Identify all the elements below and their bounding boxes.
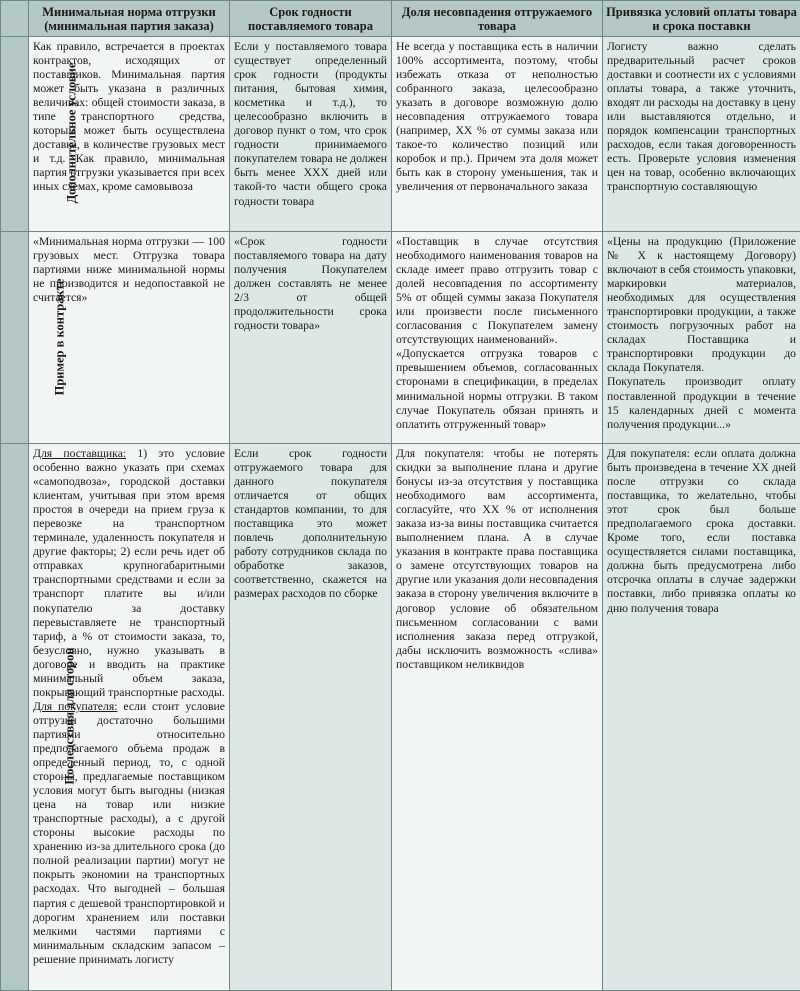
table-cell: Не всегда у поставщика есть в наличии 100% ассортимента, поэтому, чтобы избежать отказа от неполностью собранного заказа, целесообразно указать в договоре возможную долю несовпадения отгружаемого товара (например, ХХ % от суммы заказа или такое-то количество позиций или коробок и пр.). Причем эта доля может быть как в сторону уменьшения, так и увеличения от первоначального заказа [392,37,603,232]
cell-text: если стоит условие отгрузки достаточно большими партиями относительно предполагаемого объема продаж в определенный период, то, с одной стороны, предлагаемые поставщиком условия могут быть выгодны (низкая цена на товар или низкие транспортные расходы), а с другой стороны высокие расходы по хранению из-за длительного срока (до полной реализации партии) могут не покрыть экономии на транспортных расходах. Что выгодней – большая партия с дешевой транспортировкой и дорогим хранением или поставки мелкими частями партиями с минимальным складским запасом – решение принимать логисту [33,699,225,966]
row-header-additional-condition [1,37,79,232]
table-cell: «Минимальная норма отгрузки — 100 грузовых мест. Отгрузка товара партиями ниже минимальной нормы не производится и недопоставкой не считается» [29,232,230,444]
table-cell [29,444,230,991]
table-cell: Для покупателя: чтобы не потерять скидки за выполнение плана и другие бонусы из-за отсутствия у поставщика необходимого вам ассортимента, согласуйте, что ХХ % от исполнения заказа из-за вины поставщика считается выполнением плана. А в случае указания в контракте права поставщика о замене отсутствующих товаров на другие или указания доли несовпадения заказа в сторону увеличения включите в договор условие об обязательном письменном согласовании с вами исполнения заказа перед отгрузкой, дабы исключить возможность «слива» поставщиком неликвидов [392,444,603,991]
table-row [1,37,800,232]
table-row [1,444,800,991]
party-label-supplier: Для поставщика: [33,447,127,460]
column-header-shelf-life: Срок годности поставляемого товара [230,1,392,37]
party-label-buyer: Для покупателя: [33,699,118,713]
table-row [1,232,800,444]
row-header-contract-example [1,232,67,444]
cell-paragraph: «Поставщик в случае отсутствия необходимого наименования товаров на складе имеет право отгрузить товар с долей несовпадения по ассортименту 5% от общей суммы заказа Покупателя или произвести после письменного согласования с Покупателем замену отсутствующих наименований». [396,235,598,347]
header-row [1,1,800,37]
cell-paragraph: Покупатель производит оплату поставленной продукции в течение 15 календарных дней с момента получения продукции...» [607,375,796,431]
table-cell: Если срок годности отгружаемого товара для данного покупателя отличается от общих стандартов компании, то для поставщика это может повлечь дополнительную работу сотрудников склада по обработке заказов, соответственно, скажется на размерах расходов по сборке [230,444,392,991]
table-cell: Если у поставляемого товара существует определенный срок годности (продукты питания, бытовая химия, косметика и т.д.), то целесообразно включить в договор пункт о том, что срок годности принимаемого покупателем товара не должен быть менее ХХХ дней или такой-то части общего срока годности товара [230,37,392,232]
table-cell [603,232,800,444]
table-cell: Логисту важно сделать предварительный расчет сроков доставки и соотнести их с условиями оплаты товара, а также уточнить, входят ли расходы на доставку в цену или выставляются отдельно, и порядок компенсации транспортных расходов, если такая договоренность есть. Проверьте условия изменения цен на товар, особенно включающих транспортную составляющую [603,37,800,232]
row-header-label: Дополнительное условие [64,63,79,204]
column-header-payment-terms: Привязка условий оплаты товара и срока поставки [603,1,800,37]
cell-paragraph: «Допускается отгрузка товаров с превышением объемов, согласованных сторонами в спецификации, в пределах минимальной нормы отгрузки. В таком случае Покупатель обязан принять и оплатить отгруженный товар» [396,347,598,431]
table-cell [392,232,603,444]
row-header-label: Последствия для сторон [62,647,77,786]
cell-text: 1) это условие особенно важно указать при схемах «самоподвоза», городской доставки клиентам, учитывая при этом время простоя в очереди на прием груза к перевозке на транспортном терминале, удаленность покупателя и другие факторы; 2) если речь идет об отправках крупногабаритными транспортными средствами и если за транспорт платите вы и/или покупателю за доставку перевыставляете не транспортный тариф, а % от стоимости заказа, то, безусловно, нужно указывать в договоре и вводить на практике минимальный объем заказа, покрывающий транспортные расходы. [33,447,225,699]
corner-cell [1,1,29,37]
column-header-min-shipment: Минимальная норма отгрузки (минимальная партия заказа) [29,1,230,37]
table-cell: «Срок годности поставляемого товара на дату получения Покупателем должен составлять не менее 2/3 от общей продолжительности срока годности товара» [230,232,392,444]
table-cell: Как правило, встречается в проектах контрактов, исходящих от поставщиков. Минимальная партия может быть указана в различных величинах: общей стоимости заказа, в типе транспортного средства, которым может быть осуществлена доставка, в количестве грузовых мест и т.д. Как правило, минимальная партия отгрузки указывается при всех иных схемах, кроме самовывоза [29,37,230,232]
table-cell: Для покупателя: если оплата должна быть произведена в течение ХХ дней после отгрузки со склада поставщика, то желательно, чтобы этот срок был больше предполагаемого срока доставки. Кроме того, если поставка осуществляется силами поставщика, должна быть предусмотрена либо отсрочка оплаты в случае задержки поставки, либо привязка оплаты ко дню получения товара [603,444,800,991]
column-header-mismatch-share: Доля несовпадения отгружаемого товара [392,1,603,37]
row-header-label: Пример в контракте [52,278,67,396]
cell-paragraph: «Цены на продукцию (Приложение № Х к настоящему Договору) включают в себя стоимость упаковки, маркировки материалов, необходимых для осуществления транспортировки продукции, а также стоимость погрузочных работ на складах Поставщика и транспортировки продукции до склада Покупателя. [607,235,796,375]
